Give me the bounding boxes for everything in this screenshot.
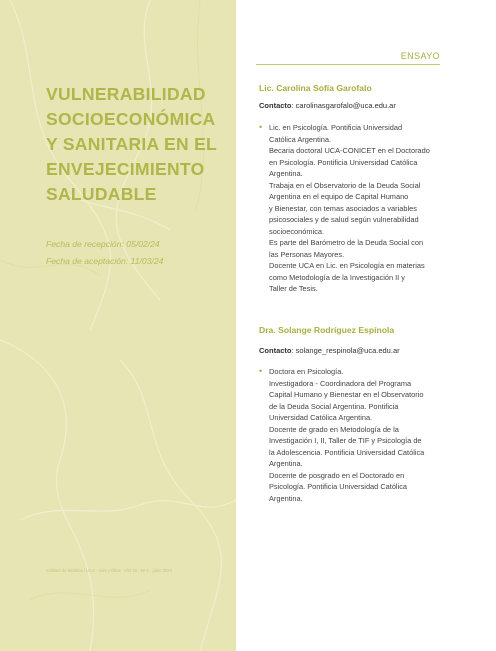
bio-line: Doctora en Psicología. bbox=[269, 367, 344, 376]
author-bio bbox=[259, 366, 445, 504]
bio-line: Trabaja en el Observatorio de la Deuda Social bbox=[269, 180, 421, 190]
bio-line: Es parte del Barómetro de la Deuda Social con bbox=[269, 238, 424, 247]
bullet-icon: • bbox=[259, 366, 263, 376]
bio-line: Argentina. bbox=[269, 459, 303, 468]
bio-line: Católica Argentina. bbox=[269, 134, 332, 144]
bio-line: y Bienestar, con temas asociados a variables bbox=[269, 203, 417, 213]
title-line: SALUDABLE bbox=[46, 184, 157, 204]
contact-email[interactable]: solange_respinola@uca.edu.ar bbox=[295, 346, 400, 355]
title-line: ENVEJECIMIENTO bbox=[46, 159, 205, 179]
bio-line: de la Deuda Social Argentina. Pontificia bbox=[269, 401, 399, 411]
section-label: ENSAYO bbox=[400, 51, 440, 61]
bio-line: Capital Humano y Bienestar en el Observatorio bbox=[269, 390, 424, 399]
bio-line: Argentina en el equipo de Capital Humano bbox=[269, 192, 409, 201]
bio-line: Argentina. bbox=[269, 493, 303, 503]
bio-line: Docente de posgrado en el Doctorado en bbox=[269, 470, 405, 480]
bio-line: Docente de grado en Metodología de la bbox=[269, 424, 399, 434]
bio-line: Taller de Tesis. bbox=[269, 284, 318, 293]
title-line: SOCIOECONÓMICA bbox=[46, 109, 216, 129]
contact-label: Contacto bbox=[259, 346, 292, 355]
author-name: Dra. Solange Rodríguez Espínola bbox=[259, 325, 395, 335]
contact-label: Contacto bbox=[259, 101, 292, 110]
journal-footer: Instituto de Bioética / UCA · Vida y Ética · Año 25 · Nº 1 · junio 2024 bbox=[46, 568, 172, 573]
author-contact: Contacto: carolinasgarofalo@uca.edu.ar bbox=[259, 101, 396, 110]
author-bio bbox=[259, 122, 445, 295]
received-date: Fecha de recepción: 05/02/24 bbox=[46, 239, 160, 249]
bio-line: Docente UCA en Lic. en Psicología en materias bbox=[269, 261, 425, 270]
title-line: VULNERABILIDAD bbox=[46, 84, 206, 104]
author-name: Lic. Carolina Sofía Garofalo bbox=[259, 83, 372, 93]
title-line: Y SANITARIA EN EL bbox=[46, 134, 218, 154]
bullet-icon: • bbox=[259, 122, 263, 132]
bio-line: Universidad Católica Argentina. bbox=[269, 413, 373, 422]
bio-item bbox=[259, 366, 445, 504]
bio-line: Becaria doctoral UCA-CONICET en el Doctorado bbox=[269, 146, 430, 155]
bio-line: en Psicología. Pontificia Universidad Católica bbox=[269, 157, 418, 167]
bio-line: Argentina. bbox=[269, 169, 303, 178]
bio-line: como Metodología de la Investigación II y bbox=[269, 272, 405, 282]
bio-line: la Adolescencia. Pontificia Universidad Católica bbox=[269, 447, 425, 457]
bio-line: Investigadora - Coordinadora del Programa bbox=[269, 378, 412, 388]
bio-line: las Personas Mayores. bbox=[269, 249, 345, 259]
title-panel bbox=[0, 0, 236, 651]
bio-line: psicosociales y de salud según vulnerabilidad bbox=[269, 215, 419, 224]
accepted-date: Fecha de aceptación: 11/03/24 bbox=[46, 256, 164, 266]
section-divider bbox=[256, 64, 440, 65]
bio-item bbox=[259, 122, 445, 295]
bio-line: Psicología. Pontificia Universidad Católica bbox=[269, 482, 408, 491]
bio-line: socioeconómica. bbox=[269, 226, 325, 236]
bio-line: Lic. en Psicología. Pontificia Universidad bbox=[269, 123, 403, 132]
author-contact: Contacto: solange_respinola@uca.edu.ar bbox=[259, 346, 400, 355]
bio-line: Investigación I, II, Taller de TIF y Psicología de bbox=[269, 436, 422, 445]
article-title bbox=[46, 82, 232, 207]
contact-email[interactable]: carolinasgarofalo@uca.edu.ar bbox=[295, 101, 396, 110]
